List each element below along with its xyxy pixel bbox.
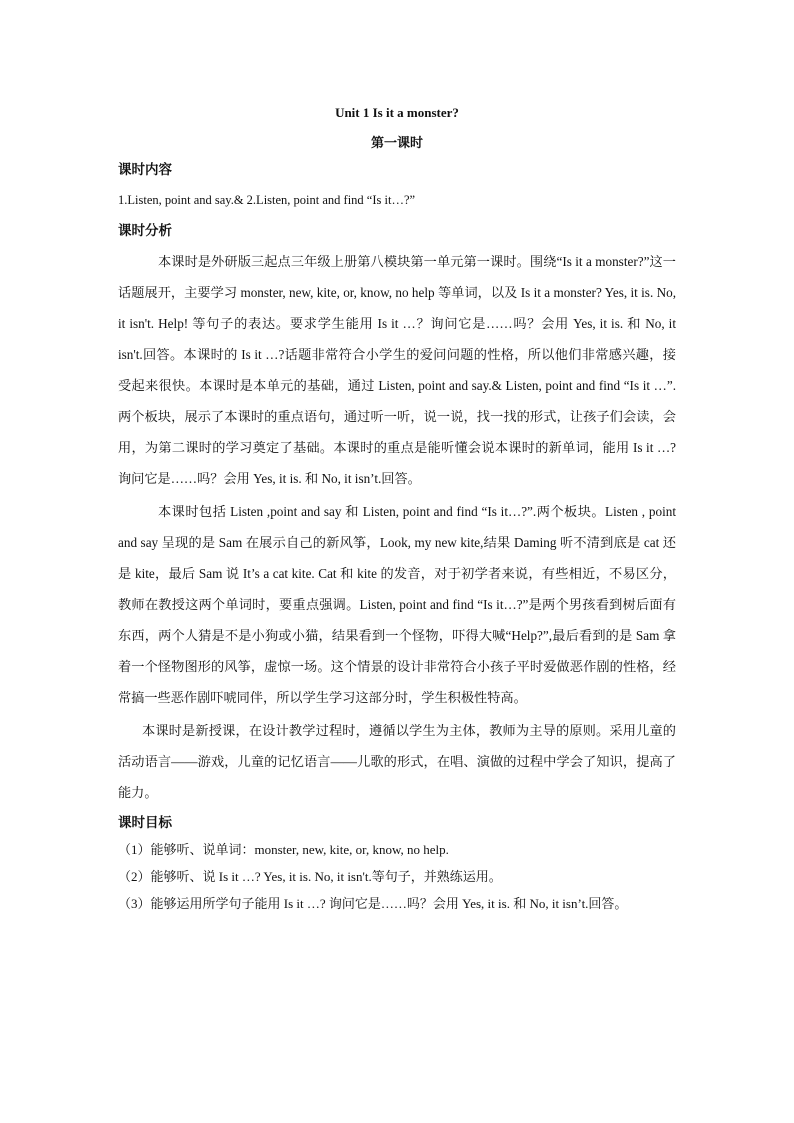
analysis-heading: 课时分析 <box>118 223 172 238</box>
objective-item-3: （3）能够运用所学句子能用 Is it …? 询问它是……吗？会用 Yes, it is. 和 No, it isn’t.回答。 <box>118 896 628 911</box>
analysis-paragraph-1: 本课时是外研版三起点三年级上册第八模块第一单元第一课时。围绕“Is it a monster?”这一话题展开，主要学习 monster, new, kite, or, know, no help 等单词，以及 Is it a monster? Yes, it is. No, it isn't. Help! 等句子的表达。要求学生能用 Is it …？询问它是……吗？会用 Yes, it is. 和 No, it isn't.回答。本课时的 Is it …?话题非常符合小学生的爱问问题的性格，所以他们非常感兴趣，接受起来很快。本课时是本单元的基础，通过 Listen, point and say.& Listen, point and find “Is it …”.两个板块，展示了本课时的重点语句，通过听一听，说一说，找一找的形式，让孩子们会读，会用，为第二课时的学习奠定了基础。本课时的重点是能听懂会说本课时的新单词，能用 Is it …? 询问它是……吗？会用 Yes, it is. 和 No, it isn’t.回答。 <box>118 254 676 486</box>
objectives-heading: 课时目标 <box>118 815 172 830</box>
document-title: Unit 1 Is it a monster? <box>335 105 459 120</box>
analysis-paragraph-2: 本课时包括 Listen ,point and say 和 Listen, point and find “Is it…?”.两个板块。Listen , point and say 呈现的是 Sam 在展示自己的新风筝，Look, my new kite,结果 Daming 听不清到底是 cat 还是 kite，最后 Sam 说 It’s a cat kite. Cat 和 kite 的发音，对于初学者来说，有些相近，不易区分，教师在教授这两个单词时，要重点强调。Listen, point and find “Is it…?”是两个男孩看到树后面有东西，两个人猜是不是小狗或小猫，结果看到一个怪物，吓得大喊“Help?”,最后看到的是 Sam 拿着一个怪物图形的风筝，虚惊一场。这个情景的设计非常符合小孩子平时爱做恶作剧的性格，经常搞一些恶作剧吓唬同伴，所以学生学习这部分时，学生积极性特高。 <box>118 504 676 705</box>
objectives-list <box>118 836 676 917</box>
objective-item-1: （1）能够听、说单词：monster, new, kite, or, know, no help. <box>118 842 449 857</box>
lesson-subtitle: 第一课时 <box>370 135 423 150</box>
content-text: 1.Listen, point and say.& 2.Listen, point and find “Is it…?” <box>118 193 416 207</box>
analysis-paragraph-3: 本课时是新授课，在设计教学过程时，遵循以学生为主体，教师为主导的原则。采用儿童的活动语言——游戏，儿童的记忆语言——儿歌的形式，在唱、演做的过程中学会了知识，提高了能力。 <box>118 723 676 800</box>
content-heading: 课时内容 <box>118 162 172 177</box>
objective-item-2: （2）能够听、说 Is it …? Yes, it is. No, it isn't.等句子，并熟练运用。 <box>118 869 502 884</box>
